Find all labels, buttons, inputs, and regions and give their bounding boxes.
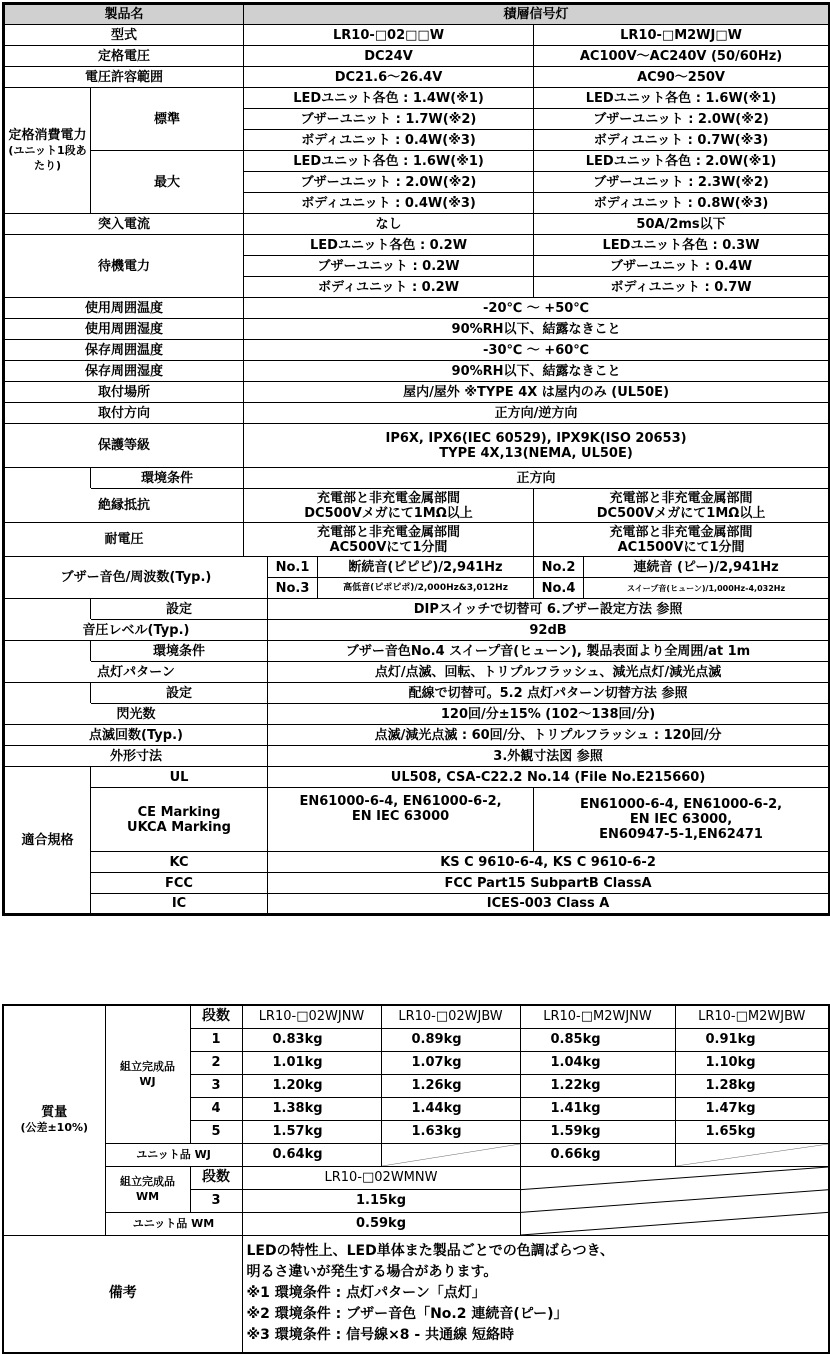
mass-cell: 1.47kg (675, 1097, 829, 1120)
row-label: 絶縁抵抗 (4, 489, 244, 523)
mass-cell: 0.59kg (242, 1212, 520, 1235)
cell-line: 充電部と非充電金属部間 (609, 490, 753, 506)
spec-table (2, 2, 830, 916)
cell: -20℃ 〜 +50℃ (244, 298, 830, 319)
row-label: 外形寸法 (4, 746, 268, 767)
row-label: 突入電流 (4, 214, 244, 235)
cell: 90%RH以下、結露なきこと (244, 319, 830, 340)
cell: 3.外観寸法図 参照 (268, 746, 830, 767)
mass-cell: 1.15kg (242, 1189, 520, 1212)
cell: 90%RH以下、結露なきこと (244, 361, 830, 382)
cell-line: IP6X, IPX6(IEC 60529), IPX9K(ISO 20653) (385, 430, 687, 446)
cell (244, 489, 534, 523)
mass-cell: 1.20kg (242, 1074, 381, 1097)
row-label (4, 88, 91, 214)
cell: ブザー音色No.4 スイープ音(ヒューン), 製品表面より全周囲/at 1m (268, 641, 830, 662)
cell: なし (244, 214, 534, 235)
row-label: 閃光数 (4, 704, 268, 725)
mass-cell: 1.44kg (381, 1097, 520, 1120)
mass-cell: 1.22kg (520, 1074, 675, 1097)
stage-number: 4 (190, 1097, 242, 1120)
row-label: 適合規格 (4, 767, 91, 915)
stage-number: 2 (190, 1051, 242, 1074)
column-header: LR10-□02WJNW (242, 1005, 381, 1028)
cell: ボディユニット : 0.7W (534, 277, 830, 298)
sub-label: 最大 (91, 151, 244, 214)
row-label: 保護等級 (4, 424, 244, 468)
stage-number: 5 (190, 1120, 242, 1143)
cell: LEDユニット各色 : 1.4W(※1) (244, 88, 534, 109)
cell: 正方向 (244, 468, 830, 489)
cell-line: DC500Vメガにて1MΩ以上 (596, 505, 766, 521)
cell-line: EN61000-6-4, EN61000-6-2, (299, 794, 502, 809)
note-line: ※3 環境条件 : 信号線×8 - 共通線 短絡時 (246, 1327, 514, 1344)
row-label: 定格電圧 (4, 46, 244, 67)
cell-line: EN IEC 63000, (629, 812, 733, 827)
cell: ボディユニット : 0.4W(※3) (244, 193, 534, 214)
cell-line: AC1500Vにて1分間 (617, 539, 745, 555)
row-label: 保存周囲湿度 (4, 361, 244, 382)
cell: 屋内/屋外 ※TYPE 4X は屋内のみ (UL50E) (244, 382, 830, 403)
stage-header: 段数 (190, 1166, 242, 1189)
mass-cell: 1.01kg (242, 1051, 381, 1074)
row-label: 取付場所 (4, 382, 244, 403)
mass-cell: 1.41kg (520, 1097, 675, 1120)
cell: ボディユニット : 0.7W(※3) (534, 130, 830, 151)
note-line: LEDの特性上、LED単体また製品ごとでの色調ばらつき、 (246, 1243, 615, 1260)
cell: ブザーユニット : 2.0W(※2) (534, 109, 830, 130)
mass-cell: 1.57kg (242, 1120, 381, 1143)
sub-label: ユニット品 WM (105, 1212, 242, 1235)
mass-cell: 1.07kg (381, 1051, 520, 1074)
empty-cell (381, 1143, 520, 1166)
cell: 高低音(ピポピポ)/2,000Hz&3,012Hz (318, 578, 534, 599)
cell: ブザーユニット : 0.2W (244, 256, 534, 277)
column-header: LR10-□02WJBW (381, 1005, 520, 1028)
mass-table (2, 1004, 830, 1354)
cell: No.3 (268, 578, 318, 599)
cell: No.4 (534, 578, 584, 599)
cell: 点灯/点滅、回転、トリプルフラッシュ、減光点灯/減光点滅 (268, 662, 830, 683)
column-header: LR10-□02WMNW (242, 1166, 520, 1189)
cell-line: 充電部と非充電金属部間 (317, 490, 461, 506)
cell: LEDユニット各色 : 1.6W(※1) (244, 151, 534, 172)
cell: ボディユニット : 0.4W(※3) (244, 130, 534, 151)
mass-cell: 1.63kg (381, 1120, 520, 1143)
cell: AC90〜250V (534, 67, 830, 88)
stage-number: 3 (190, 1074, 242, 1097)
mass-cell: 0.85kg (520, 1028, 675, 1051)
cell: LEDユニット各色 : 0.2W (244, 235, 534, 256)
cell: DC24V (244, 46, 534, 67)
cell: ブザーユニット : 2.0W(※2) (244, 172, 534, 193)
cell: DC21.6〜26.4V (244, 67, 534, 88)
mass-cell: 1.28kg (675, 1074, 829, 1097)
sub-label: UL (91, 767, 268, 788)
cell: DIPスイッチで切替可 6.ブザー設定方法 参照 (268, 599, 830, 620)
cell: 50A/2ms以下 (534, 214, 830, 235)
row-label: 保存周囲温度 (4, 340, 244, 361)
cell-line: EN61000-6-4, EN61000-6-2, (579, 797, 783, 812)
row-label: 電圧許容範囲 (4, 67, 244, 88)
cell: 連続音 (ピー)/2,941Hz (584, 557, 830, 578)
cell: LR10-□M2WJ□W (534, 25, 830, 46)
column-header: LR10-□M2WJNW (520, 1005, 675, 1028)
note-line: ※1 環境条件 : 点灯パターン「点灯」 (246, 1285, 486, 1302)
stage-header: 段数 (190, 1005, 242, 1028)
mass-cell: 0.64kg (242, 1143, 381, 1166)
mass-cell: 0.66kg (520, 1143, 675, 1166)
cell (534, 523, 830, 557)
label: 質量 (41, 1105, 68, 1121)
label: CE Marking (137, 804, 221, 820)
cell-line: AC500Vにて1分間 (329, 539, 448, 555)
cell (268, 788, 534, 852)
row-label: 取付方向 (4, 403, 244, 424)
cell: LEDユニット各色 : 1.6W(※1) (534, 88, 830, 109)
mass-cell: 1.04kg (520, 1051, 675, 1074)
sub-label: KC (91, 852, 268, 873)
cell: 120回/分±15% (102〜138回/分) (268, 704, 830, 725)
label: WJ (139, 1075, 156, 1089)
sub-label: FCC (91, 873, 268, 894)
cell: ブザーユニット : 2.3W(※2) (534, 172, 830, 193)
cell: No.2 (534, 557, 584, 578)
cell: UL508, CSA-C22.2 No.14 (File No.E215660) (268, 767, 830, 788)
empty-cell (675, 1143, 829, 1166)
row-label: 環境条件 (91, 468, 244, 489)
empty-cell (520, 1166, 829, 1235)
column-header: LR10-□M2WJBW (675, 1005, 829, 1028)
sub-label (105, 1166, 190, 1212)
mass-cell: 0.91kg (675, 1028, 829, 1051)
row-label: 環境条件 (91, 641, 268, 662)
spec-header-value: 積層信号灯 (244, 4, 830, 25)
cell (534, 788, 830, 852)
cell (534, 489, 830, 523)
row-label: 使用周囲湿度 (4, 319, 244, 340)
cell: ボディユニット : 0.8W(※3) (534, 193, 830, 214)
cell-line: TYPE 4X,13(NEMA, UL50E) (439, 445, 633, 461)
notes (242, 1235, 829, 1353)
stage-number: 1 (190, 1028, 242, 1051)
mass-cell: 1.65kg (675, 1120, 829, 1143)
row-label: 設定 (91, 599, 268, 620)
cell-line: 充電部と非充電金属部間 (317, 524, 461, 540)
sub-label (91, 788, 268, 852)
label-sub: (ユニット1段あたり) (8, 144, 87, 172)
mass-cell: 1.26kg (381, 1074, 520, 1097)
cell: ブザーユニット : 0.4W (534, 256, 830, 277)
cell (244, 523, 534, 557)
row-label: 設定 (91, 683, 268, 704)
cell-line: 充電部と非充電金属部間 (609, 524, 753, 540)
cell-line: DC500Vメガにて1MΩ以上 (304, 505, 473, 521)
cell: 配線で切替可。5.2 点灯パターン切替方法 参照 (268, 683, 830, 704)
row-label: 耐電圧 (4, 523, 244, 557)
row-label: 点灯パターン (4, 662, 268, 683)
note-line: ※2 環境条件 : ブザー音色「No.2 連続音(ピー)」 (246, 1306, 568, 1323)
sub-label: ユニット品 WJ (105, 1143, 242, 1166)
cell: 正方向/逆方向 (244, 403, 830, 424)
label: 組立完成品 (120, 1175, 175, 1188)
note-line: 明るさ違いが発生する場合があります。 (246, 1264, 498, 1281)
label: 定格消費電力 (8, 128, 87, 143)
row-label: 音圧レベル(Typ.) (4, 620, 268, 641)
spec-header: 製品名 (4, 4, 244, 25)
label: WM (135, 1190, 160, 1203)
mass-cell: 0.83kg (242, 1028, 381, 1051)
row-label: 使用周囲温度 (4, 298, 244, 319)
sub-label (105, 1005, 190, 1143)
cell: LEDユニット各色 : 0.3W (534, 235, 830, 256)
sub-label: IC (91, 894, 268, 915)
cell: FCC Part15 SubpartB ClassA (268, 873, 830, 894)
cell: ブザーユニット : 1.7W(※2) (244, 109, 534, 130)
cell: LR10-□02□□W (244, 25, 534, 46)
mass-cell: 1.38kg (242, 1097, 381, 1120)
row-label: 型式 (4, 25, 244, 46)
cell: 点滅/減光点滅 : 60回/分、トリプルフラッシュ : 120回/分 (268, 725, 830, 746)
row-label: 点滅回数(Typ.) (4, 725, 268, 746)
cell: スイープ音(ヒューン)/1,000Hz-4,032Hz (584, 578, 830, 599)
cell: -30℃ 〜 +60℃ (244, 340, 830, 361)
notes-label: 備考 (3, 1235, 242, 1353)
cell: No.1 (268, 557, 318, 578)
row-label: ブザー音色/周波数(Typ.) (4, 557, 268, 599)
cell: 断続音(ピピピ)/2,941Hz (318, 557, 534, 578)
sub-label: 標準 (91, 88, 244, 151)
label-sub: (公差±10%) (20, 1121, 89, 1135)
cell (244, 424, 830, 468)
cell: ボディユニット : 0.2W (244, 277, 534, 298)
stage-number: 3 (190, 1189, 242, 1212)
row-label (3, 1005, 105, 1235)
cell: 92dB (268, 620, 830, 641)
cell: KS C 9610-6-4, KS C 9610-6-2 (268, 852, 830, 873)
mass-cell: 1.10kg (675, 1051, 829, 1074)
mass-cell: 0.89kg (381, 1028, 520, 1051)
label: UKCA Marking (127, 819, 231, 835)
cell-line: EN60947-5-1,EN62471 (599, 827, 763, 842)
cell: ICES-003 Class A (268, 894, 830, 915)
row-label: 待機電力 (4, 235, 244, 298)
label: 組立完成品 (120, 1060, 175, 1074)
cell-line: EN IEC 63000 (351, 809, 450, 824)
mass-cell: 1.59kg (520, 1120, 675, 1143)
cell: AC100V〜AC240V (50/60Hz) (534, 46, 830, 67)
cell: LEDユニット各色 : 2.0W(※1) (534, 151, 830, 172)
